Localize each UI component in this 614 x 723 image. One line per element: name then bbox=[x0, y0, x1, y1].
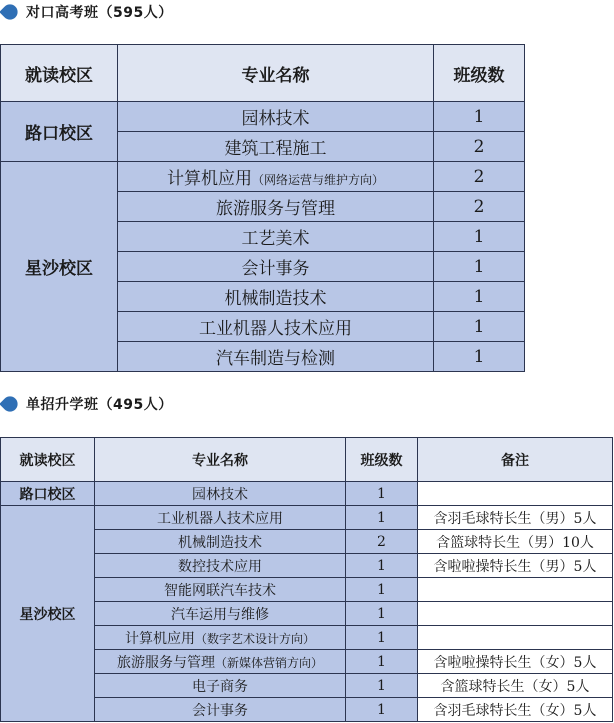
campus-cell: 路口校区 bbox=[1, 482, 95, 506]
section-title-1: 对口高考班（595人） bbox=[26, 5, 173, 21]
major-cell bbox=[95, 626, 346, 650]
classes-cell: 1 bbox=[434, 222, 525, 252]
major-direction-note: （新媒体营销方向） bbox=[214, 655, 323, 670]
classes-cell: 1 bbox=[346, 698, 418, 722]
major-cell: 机械制造技术 bbox=[95, 530, 346, 554]
major-cell: 数控技术应用 bbox=[95, 554, 346, 578]
classes-cell: 1 bbox=[346, 602, 418, 626]
table-row bbox=[1, 506, 613, 530]
major-cell: 旅游服务与管理 bbox=[118, 192, 434, 222]
header-major: 专业名称 bbox=[95, 438, 346, 482]
classes-cell: 1 bbox=[346, 506, 418, 530]
table-2 bbox=[0, 437, 613, 722]
classes-cell: 1 bbox=[346, 674, 418, 698]
major-cell: 建筑工程施工 bbox=[118, 132, 434, 162]
table-row bbox=[1, 102, 525, 132]
major-cell: 汽车制造与检测 bbox=[118, 342, 434, 372]
major-direction-note: （数字艺术设计方向） bbox=[194, 631, 315, 646]
major-text: 旅游服务与管理 bbox=[116, 654, 215, 671]
major-cell: 工艺美术 bbox=[118, 222, 434, 252]
remark-cell bbox=[418, 578, 613, 602]
header-classes: 班级数 bbox=[434, 45, 525, 102]
table-header-row bbox=[1, 45, 525, 102]
major-cell bbox=[95, 650, 346, 674]
major-cell bbox=[118, 162, 434, 192]
campus-cell: 星沙校区 bbox=[1, 162, 118, 372]
remark-cell bbox=[418, 602, 613, 626]
campus-cell: 星沙校区 bbox=[1, 506, 95, 722]
section-heading-1 bbox=[0, 1, 173, 23]
blue-leaf-bullet-icon bbox=[0, 393, 21, 414]
header-campus: 就读校区 bbox=[1, 45, 118, 102]
remark-cell bbox=[418, 626, 613, 650]
classes-cell: 2 bbox=[434, 192, 525, 222]
classes-cell: 1 bbox=[346, 482, 418, 506]
classes-cell: 1 bbox=[434, 312, 525, 342]
remark-cell: 含羽毛球特长生（女）5人 bbox=[418, 698, 613, 722]
major-cell: 工业机器人技术应用 bbox=[95, 506, 346, 530]
remark-cell bbox=[418, 482, 613, 506]
section-heading-2 bbox=[0, 393, 173, 415]
classes-cell: 2 bbox=[434, 162, 525, 192]
major-cell: 智能网联汽车技术 bbox=[95, 578, 346, 602]
major-cell: 机械制造技术 bbox=[118, 282, 434, 312]
campus-cell: 路口校区 bbox=[1, 102, 118, 162]
major-cell: 电子商务 bbox=[95, 674, 346, 698]
major-text: 计算机应用 bbox=[166, 169, 252, 189]
classes-cell: 1 bbox=[434, 102, 525, 132]
classes-cell: 1 bbox=[434, 282, 525, 312]
header-campus: 就读校区 bbox=[1, 438, 95, 482]
table-header-row bbox=[1, 438, 613, 482]
table-row bbox=[1, 482, 613, 506]
remark-cell: 含啦啦操特长生（女）5人 bbox=[418, 650, 613, 674]
major-cell: 汽车运用与维修 bbox=[95, 602, 346, 626]
classes-cell: 1 bbox=[346, 578, 418, 602]
classes-cell: 1 bbox=[434, 342, 525, 372]
remark-cell: 含啦啦操特长生（男）5人 bbox=[418, 554, 613, 578]
major-cell: 工业机器人技术应用 bbox=[118, 312, 434, 342]
major-direction-note: （网络运营与维护方向） bbox=[251, 173, 384, 187]
blue-leaf-bullet-icon bbox=[0, 1, 21, 22]
classes-cell: 2 bbox=[346, 530, 418, 554]
classes-cell: 1 bbox=[346, 650, 418, 674]
table-row bbox=[1, 162, 525, 192]
header-major: 专业名称 bbox=[118, 45, 434, 102]
remark-cell: 含羽毛球特长生（男）5人 bbox=[418, 506, 613, 530]
major-text: 计算机应用 bbox=[124, 630, 195, 647]
major-cell: 园林技术 bbox=[118, 102, 434, 132]
classes-cell: 1 bbox=[346, 554, 418, 578]
classes-cell: 1 bbox=[434, 252, 525, 282]
remark-cell: 含篮球特长生（男）10人 bbox=[418, 530, 613, 554]
major-cell: 会计事务 bbox=[118, 252, 434, 282]
remark-cell: 含篮球特长生（女）5人 bbox=[418, 674, 613, 698]
major-cell: 会计事务 bbox=[95, 698, 346, 722]
header-classes: 班级数 bbox=[346, 438, 418, 482]
table-1 bbox=[0, 44, 525, 372]
classes-cell: 2 bbox=[434, 132, 525, 162]
major-cell: 园林技术 bbox=[95, 482, 346, 506]
header-remark: 备注 bbox=[418, 438, 613, 482]
section-title-2: 单招升学班（495人） bbox=[26, 397, 173, 413]
classes-cell: 1 bbox=[346, 626, 418, 650]
